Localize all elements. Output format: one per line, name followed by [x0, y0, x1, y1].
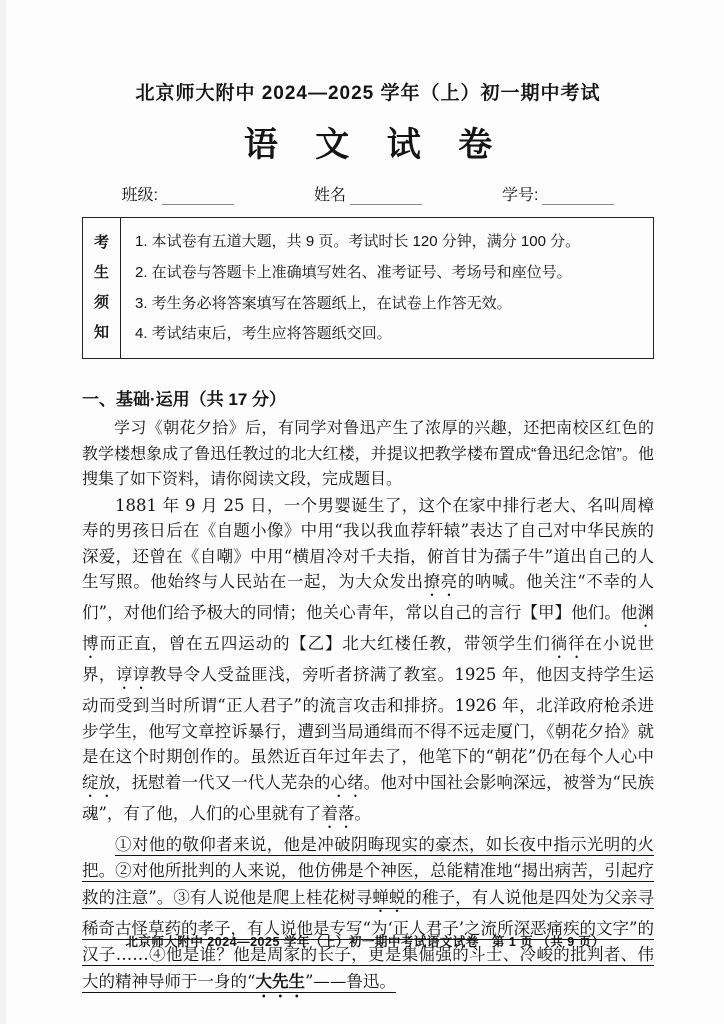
passage-text: ，抚慰着一代又一代人芜杂的 [115, 772, 331, 792]
passage-text: 的稚子，有人说他是四处为父亲寻稀奇古怪草药的孝子，有人说他是专写“为‘正人君子’之流所深恶痛疾的文字”的汉子……④他是谁？他是周家的长子，更是集倔强的斗士、冷峻的批判者、伟大的精神导师于一身的“ [82, 887, 655, 991]
class-label: 班级: [121, 187, 158, 204]
notice-item-1: 1. 本试卷有五道大题，共 9 页。考试时长 120 分钟，满分 100 分。 [135, 233, 581, 250]
emphasized-text: 蝉蜕 [372, 887, 406, 907]
emphasized-text: 大先生 [255, 971, 305, 991]
passage-text: 的呐喊。他关注“不幸的人们”，对他们给予极大的同情；他关心青年，常以自己的言行【甲】他们。他 [82, 572, 655, 622]
biography-passage [82, 493, 654, 832]
student-fields-row [82, 182, 654, 205]
passage-text: 而正直，曾在五四运动的【乙】北大红楼任教，带领学生们 [99, 634, 551, 653]
notice-item-3: 3. 考生务必将答案填写在答题纸上，在试卷上作答无效。 [135, 294, 512, 312]
emphasized-text: 渊博 [82, 603, 654, 653]
student-id-field [502, 182, 614, 205]
emphasized-text: 绽放 [82, 772, 116, 792]
school-exam-line: 北京师大附中 2024—2025 学年（上）初一期中考试 [135, 83, 601, 104]
emphasized-text: 着落 [321, 803, 355, 823]
notice-item-4: 4. 考试结束后，考生应将答题纸交回。 [135, 325, 392, 343]
page-footer: 北京师大附中 2024—2025 学年（上）初一期中考试语文试卷 第 1 页 （共 9 页） [125, 935, 605, 949]
student-id-label: 学号: [502, 187, 539, 204]
passage-text: ”——鲁迅。 [304, 971, 396, 991]
notice-items [121, 218, 653, 358]
passage-text: 。 [354, 803, 371, 823]
emphasized-text: 徜徉 [550, 634, 586, 653]
emphasized-text: 谆谆 [115, 665, 150, 684]
notice-side-label: 考生须知 [93, 234, 109, 341]
name-field [314, 182, 422, 205]
passage-text: ①对他的敬仰者来说，他是冲破阴晦现实的豪杰，如长夜中指示光明的火把。②对他所批判的人来说，他仿佛是个神医，总能精准地“揭出病苦，引起疗救的注意”。③有人说他是爬上桂花树寻 [82, 834, 654, 907]
notice-item-2: 2. 在试卷与答题卡上准确填写姓名、准考证号、考场号和座位号。 [135, 263, 572, 281]
passage-text: 教导令人受益匪浅，旁听者挤满了教室。1925 年，他因支持学生运动而受到当时所谓“正人君子”的流言攻击和排挤。1926 年，北洋政府枪杀进步学生，他写文章控诉暴行，遭到当局通缉而不得不远走厦门，《朝花夕拾》就是在这个时期创作的。虽然近百年过年去了，他笔下的“朝花”仍在每个人心中 [82, 665, 654, 766]
passage-text: 。他对中国社会影响深远，被誉为“民族魂”，有了他，人们的心里就有了 [82, 772, 655, 823]
underlined-passage [82, 832, 654, 1001]
class-field [122, 182, 234, 205]
emphasized-text: 心绪 [330, 772, 364, 792]
exam-title: 语 文 试 卷 [243, 126, 507, 164]
section1-heading: 一、基础·运用（共 17 分） [82, 390, 287, 409]
notice-side-cell [83, 218, 121, 358]
name-blank [350, 187, 422, 205]
section1-intro-paragraph: 学习《朝花夕拾》后，有同学对鲁迅产生了浓厚的兴趣，还把南校区红色的教学楼想象成了鲁迅任教过的北大红楼，并提议把教学楼布置成“鲁迅纪念馆”。他搜集了如下资料，请你阅读文段，完成题目。 [82, 420, 654, 488]
candidate-notice-box [82, 217, 654, 359]
emphasized-text: 撩亮 [423, 572, 458, 591]
student-id-blank [542, 187, 614, 205]
passage-text: 在小说世界， [82, 634, 654, 684]
passage-text: 1881 年 9 月 25 日，一个男婴诞生了，这个在家中排行老大、名叫周樟寿的男孩日后在《自题小像》中用“我以我血荐轩辕”表达了自己对中华民族的深爱，还曾在《自嘲》中用“横眉冷对千夫指，俯首甘为孺子牛”道出自己的人生写照。他始终与人民站在一起，为大众发出 [82, 495, 654, 591]
class-blank [162, 187, 234, 205]
name-label: 姓名 [313, 187, 346, 204]
